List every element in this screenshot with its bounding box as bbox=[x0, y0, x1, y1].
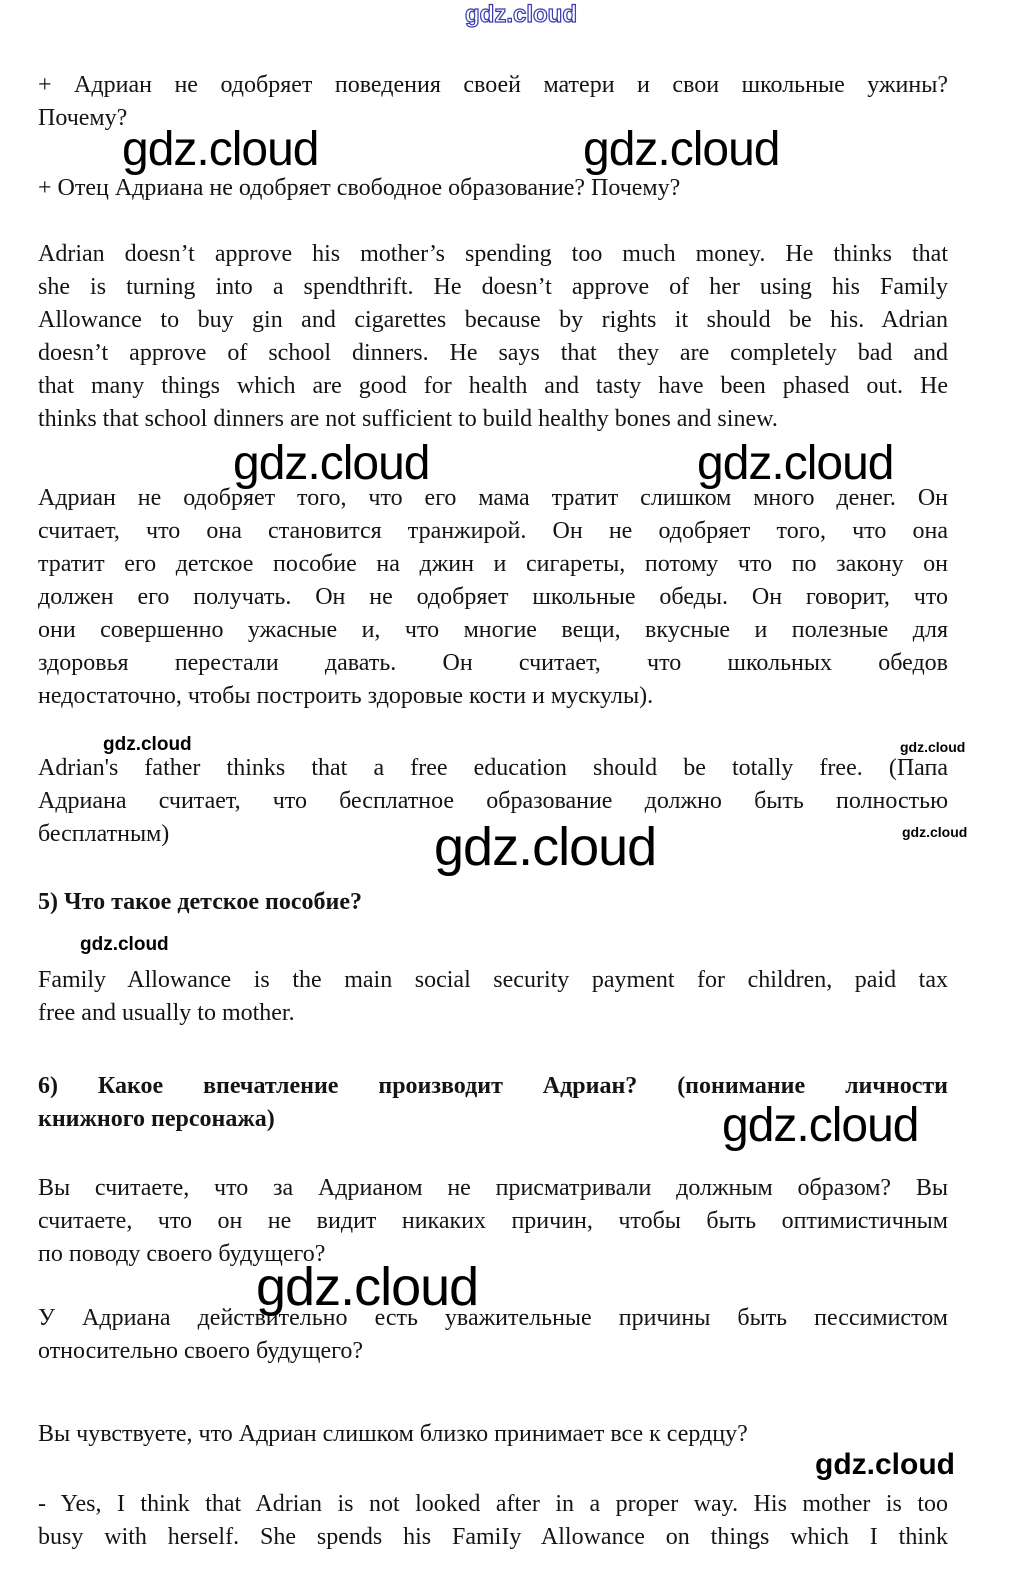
english-answer-paragraph bbox=[38, 238, 948, 436]
watermark: gdz.cloud bbox=[815, 1448, 955, 1481]
watermark: gdz.cloud bbox=[697, 437, 894, 490]
text-line: недостаточно, чтобы построить здоровые кости и мускулы). bbox=[38, 683, 654, 709]
text-line: считает, что она становится транжирой. Он не одобряет того, что она bbox=[38, 518, 948, 544]
heading-text: 6) Какое впечатление производит Адриан? (понимание личности bbox=[38, 1073, 948, 1099]
text-line: Вы чувствуете, что Адриан слишком близко принимает все к сердцу? bbox=[38, 1421, 748, 1447]
text-line: здоровья перестали давать. Он считает, что школьных обедов bbox=[38, 650, 948, 676]
text-line: должен его получать. Он не одобряет школьные обеды. Он говорит, что bbox=[38, 584, 948, 610]
watermark: gdz.cloud bbox=[722, 1099, 919, 1152]
text-line: that many things which are good for health and tasty have been phased out. He bbox=[38, 373, 948, 399]
text-line: относительно своего будущего? bbox=[38, 1338, 364, 1364]
text-line: Allowance to buy gin and cigarettes because by rights it should be his. Adrian bbox=[38, 307, 948, 333]
supervision-question-paragraph bbox=[38, 1172, 948, 1271]
pessimist-question-paragraph bbox=[38, 1302, 948, 1368]
heading-text: книжного персонажа) bbox=[38, 1106, 275, 1132]
watermark: gdz.cloud bbox=[256, 1257, 479, 1317]
text-line: У Адриана действительно есть уважительные причины быть пессимистом bbox=[38, 1305, 948, 1331]
text-line: Почему? bbox=[38, 105, 128, 131]
heart-question-paragraph bbox=[38, 1418, 948, 1451]
family-allowance-paragraph bbox=[38, 964, 948, 1030]
text-line: Адриана считает, что бесплатное образование должно быть полностью bbox=[38, 788, 948, 814]
text-line: Adrian's father thinks that a free education should be totally free. (Папа bbox=[38, 755, 948, 781]
watermark: gdz.cloud bbox=[122, 123, 319, 176]
text-line: они совершенно ужасные и, что многие вещи, вкусные и полезные для bbox=[38, 617, 948, 643]
watermark: gdz.cloud bbox=[103, 734, 192, 755]
question-paragraph-2 bbox=[38, 172, 948, 205]
watermark: gdz.cloud bbox=[80, 934, 169, 955]
watermark: gdz.cloud bbox=[434, 817, 657, 877]
text-line: по поводу своего будущего? bbox=[38, 1241, 326, 1267]
text-line: busy with herself. She spends his FamiIy Allowance on things which I think bbox=[38, 1524, 948, 1550]
heading-text: 5) Что такое детское пособие? bbox=[38, 889, 362, 915]
text-line: - Yes, I think that Adrian is not looked after in a proper way. His mother is too bbox=[38, 1491, 948, 1517]
text-line: doesn’t approve of school dinners. He says that they are completely bad and bbox=[38, 340, 948, 366]
text-line: считаете, что он не видит никаких причин, чтобы быть оптимистичным bbox=[38, 1208, 948, 1234]
watermark: gdz.cloud bbox=[233, 437, 430, 490]
watermark-top-outline: gdz.cloud bbox=[465, 1, 577, 28]
yes-answer-paragraph bbox=[38, 1488, 948, 1554]
text-line: Адриан не одобряет того, что его мама тратит слишком много денег. Он bbox=[38, 485, 948, 511]
section-5-heading bbox=[38, 886, 948, 919]
text-line: thinks that school dinners are not sufficient to build healthy bones and sinew. bbox=[38, 406, 778, 432]
text-line: тратит его детское пособие на джин и сигареты, потому что по закону он bbox=[38, 551, 948, 577]
watermark: gdz.cloud bbox=[900, 739, 966, 755]
text-line: Adrian doesn’t approve his mother’s spending too much money. He thinks that bbox=[38, 241, 948, 267]
text-line: бесплатным) bbox=[38, 821, 170, 847]
text-line: she is turning into a spendthrift. He doesn’t approve of her using his Family bbox=[38, 274, 948, 300]
text-line: free and usually to mother. bbox=[38, 1000, 295, 1026]
text-line: Family Allowance is the main social security payment for children, paid tax bbox=[38, 967, 948, 993]
watermark: gdz.cloud bbox=[583, 123, 780, 176]
text-line: Вы считаете, что за Адрианом не присматривали должным образом? Вы bbox=[38, 1175, 948, 1201]
watermark: gdz.cloud bbox=[902, 824, 968, 840]
text-line: + Отец Адриана не одобряет свободное образование? Почему? bbox=[38, 175, 681, 201]
russian-translation-paragraph bbox=[38, 482, 948, 713]
text-line: + Адриан не одобряет поведения своей матери и свои школьные ужины? bbox=[38, 72, 948, 98]
